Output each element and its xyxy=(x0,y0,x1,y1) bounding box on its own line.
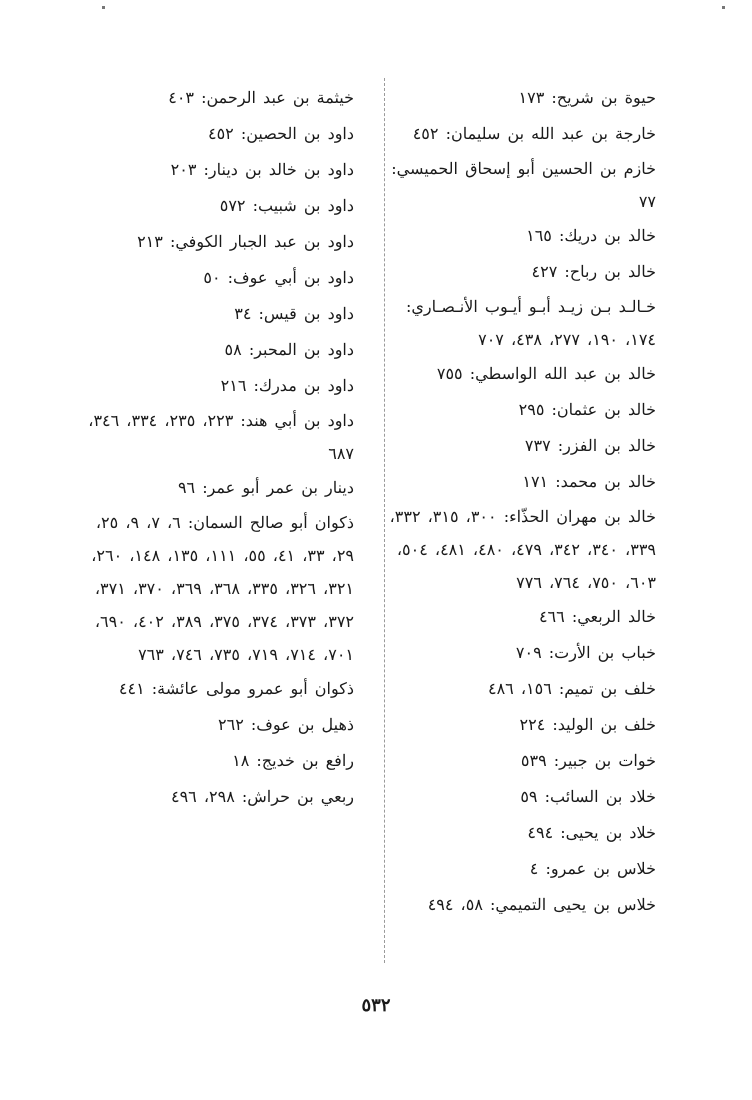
scan-speck xyxy=(102,6,105,9)
index-entry: ذكوان أبو عمرو مولى عائشة: ٤٤١ xyxy=(118,679,354,698)
index-entry: داود بن مدرك: ٢١٦ xyxy=(220,376,354,395)
index-entry: حيوة بن شريح: ١٧٣ xyxy=(518,88,656,107)
index-entry: داود بن أبي عوف: ٥٠ xyxy=(203,268,354,287)
index-entry: خلاس بن عمرو: ٤ xyxy=(529,859,656,878)
index-entry: رافع بن خديج: ١٨ xyxy=(232,751,354,770)
index-entry: داود بن شبيب: ٥٧٢ xyxy=(219,196,354,215)
index-entry: ذكوان أبو صالح السمان: ٦، ٧، ٩، ٢٥، ٢٩، ٣٣، ٤١، ٥٥، ١١١، ١٣٥، ١٤٨، ٢٦٠، ٣٢١، ٣٢٦، ٣٣٥، ٣٦٨، ٣٦٩، ٣٧٠، ٣٧١، ٣٧٢، ٣٧٣، ٣٧٤، ٣٧٥، ٣٨٩، ٤٠٢، ٦٩٠، ٧٠١، ٧١٤، ٧١٩، ٧٣٥، ٧٤٦، ٧٦٣ xyxy=(91,513,354,664)
index-entry: داود بن الحصين: ٤٥٢ xyxy=(207,124,354,143)
index-entry: ربعي بن حراش: ٢٩٨، ٤٩٦ xyxy=(170,787,354,806)
index-entry: دينار بن عمر أبو عمر: ٩٦ xyxy=(177,478,354,497)
column-divider xyxy=(384,78,385,963)
index-entry: خلف بن تميم: ١٥٦، ٤٨٦ xyxy=(487,679,656,698)
index-entry: خازم بن الحسين أبو إسحاق الحميسي: ٧٧ xyxy=(391,159,656,211)
index-column-right xyxy=(386,80,656,923)
index-entry: داود بن المحبر: ٥٨ xyxy=(224,340,354,359)
index-entry: خالد الربعي: ٤٦٦ xyxy=(538,607,656,626)
index-entry: داود بن أبي هند: ٢٢٣، ٢٣٥، ٣٣٤، ٣٤٦، ٦٨٧ xyxy=(88,411,354,463)
index-entry: خالد بن الفزر: ٧٣٧ xyxy=(524,436,656,455)
index-entry: خلاس بن يحيى التميمي: ٥٨، ٤٩٤ xyxy=(427,895,656,914)
index-entry: خالد بن مهران الحذّاء: ٣٠٠، ٣١٥، ٣٣٢، ٣٣٩، ٣٤٠، ٣٤٢، ٤٧٩، ٤٨٠، ٤٨١، ٥٠٤، ٦٠٣، ٧٥٠، ٧٦٤، ٧٧٦ xyxy=(389,507,656,592)
index-entry: خلف بن الوليد: ٢٢٤ xyxy=(519,715,656,734)
index-entry: ذهيل بن عوف: ٢٦٢ xyxy=(218,715,354,734)
index-column-left xyxy=(69,80,354,815)
page-number: ٥٣٢ xyxy=(361,995,391,1016)
index-entry: خلاد بن السائب: ٥٩ xyxy=(520,787,656,806)
scan-speck xyxy=(722,6,725,9)
index-entry: داود بن خالد بن دينار: ٢٠٣ xyxy=(170,160,354,179)
index-entry: خالد بن عثمان: ٢٩٥ xyxy=(518,400,656,419)
index-entry: خلاد بن يحيى: ٤٩٤ xyxy=(527,823,656,842)
index-entry: خـالـد بـن زيـد أبـو أيـوب الأنـصـاري: ١٧٤، ١٩٠، ٢٧٧، ٤٣٨، ٧٠٧ xyxy=(406,297,656,349)
index-entry: خالد بن دريك: ١٦٥ xyxy=(526,226,656,245)
index-entry: خوات بن جبير: ٥٣٩ xyxy=(520,751,656,770)
index-entry: خارجة بن عبد الله بن سليمان: ٤٥٢ xyxy=(412,124,656,143)
index-entry: داود بن عبد الجبار الكوفي: ٢١٣ xyxy=(137,232,354,251)
index-entry: خالد بن رباح: ٤٢٧ xyxy=(531,262,656,281)
index-entry: خباب بن الأرت: ٧٠٩ xyxy=(515,643,656,662)
index-entry: داود بن قيس: ٣٤ xyxy=(234,304,354,323)
index-entry: خيثمة بن عبد الرحمن: ٤٠٣ xyxy=(168,88,354,107)
index-entry: خالد بن عبد الله الواسطي: ٧٥٥ xyxy=(436,364,656,383)
index-entry: خالد بن محمد: ١٧١ xyxy=(522,472,656,491)
